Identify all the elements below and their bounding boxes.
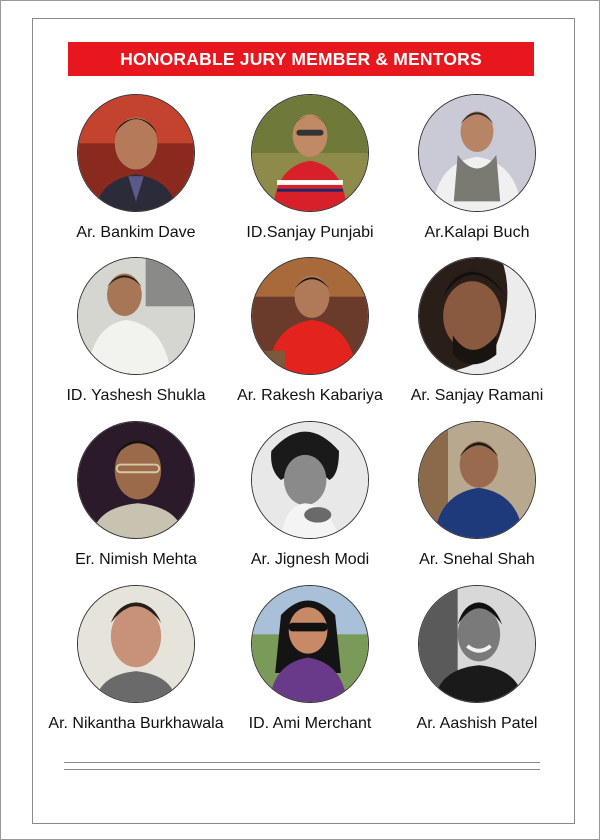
portrait-placeholder-icon [78, 422, 194, 538]
member-photo [418, 257, 536, 375]
member-photo [77, 421, 195, 539]
member-name: ID.Sanjay Punjabi [246, 224, 374, 241]
member-name: Ar. Snehal Shah [419, 551, 535, 568]
member-name: Ar. Bankim Dave [76, 224, 196, 241]
member-card [36, 94, 236, 242]
member-photo [251, 94, 369, 212]
portrait-placeholder-icon [252, 586, 368, 702]
member-card [377, 421, 577, 569]
page-title: HONORABLE JURY MEMBER & MENTORS [120, 48, 482, 69]
member-photo [251, 585, 369, 703]
member-photo [251, 421, 369, 539]
footer-rule-bottom [64, 769, 540, 770]
member-photo [418, 585, 536, 703]
portrait-placeholder-icon [78, 95, 194, 211]
member-name: Ar. Jignesh Modi [250, 551, 370, 568]
portrait-placeholder-icon [78, 586, 194, 702]
footer-rule-top [64, 762, 540, 763]
member-card [36, 257, 236, 405]
portrait-placeholder-icon [419, 95, 535, 211]
member-name: ID. Yashesh Shukla [66, 387, 206, 404]
member-name: Ar. Nikantha Burkhawala [48, 715, 224, 732]
portrait-placeholder-icon [419, 258, 535, 374]
member-photo [418, 421, 536, 539]
member-photo [77, 94, 195, 212]
member-photo [77, 257, 195, 375]
member-name: Er. Nimish Mehta [75, 551, 197, 568]
member-name: Ar. Sanjay Ramani [410, 387, 544, 404]
page-title-banner [68, 42, 534, 76]
portrait-placeholder-icon [252, 95, 368, 211]
member-photo [77, 585, 195, 703]
member-name: ID. Ami Merchant [248, 715, 372, 732]
member-photo [251, 257, 369, 375]
portrait-placeholder-icon [419, 422, 535, 538]
portrait-placeholder-icon [78, 258, 194, 374]
member-name: Ar. Rakesh Kabariya [237, 387, 383, 404]
member-name: Ar.Kalapi Buch [424, 224, 530, 241]
member-card [377, 257, 577, 405]
member-card [377, 94, 577, 242]
portrait-placeholder-icon [252, 422, 368, 538]
portrait-placeholder-icon [252, 258, 368, 374]
member-card [36, 585, 236, 733]
member-photo [418, 94, 536, 212]
member-name: Ar. Aashish Patel [416, 715, 538, 732]
portrait-placeholder-icon [419, 586, 535, 702]
member-card [36, 421, 236, 569]
member-card [377, 585, 577, 733]
